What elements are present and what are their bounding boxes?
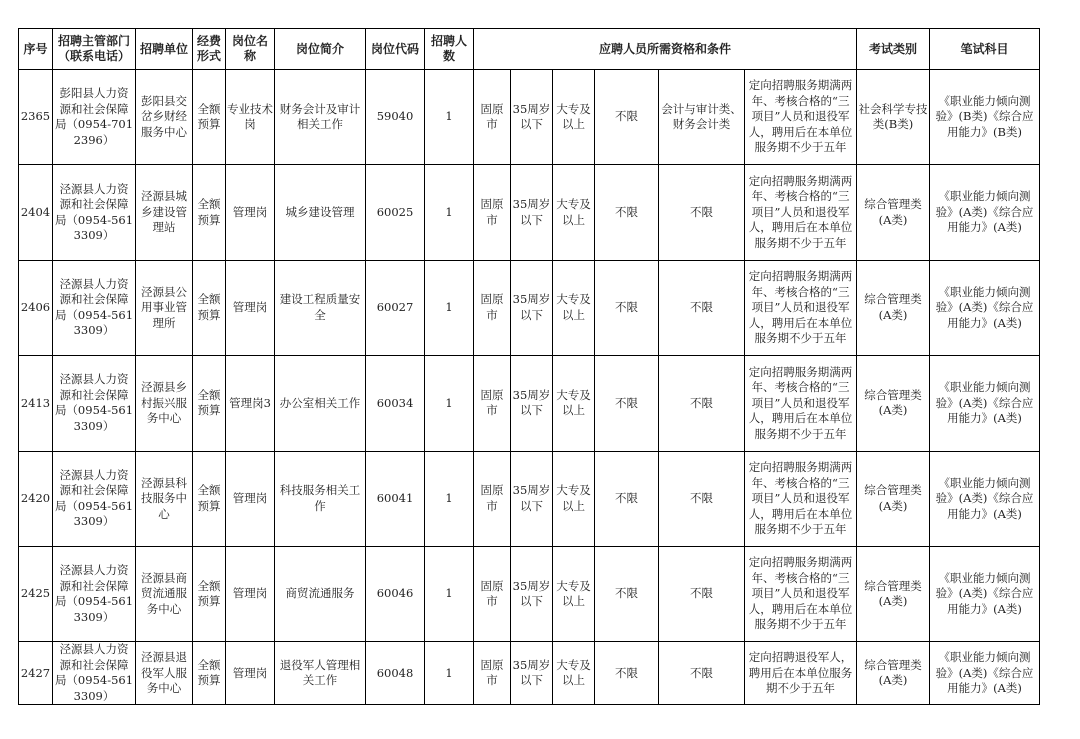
cell-subject: 《职业能力倾向测验》(A类)《综合应用能力》(A类) — [930, 260, 1040, 355]
cell-dept: 泾源县人力资源和社会保障局（0954-5613309） — [53, 356, 136, 451]
cell-intro: 办公室相关工作 — [275, 356, 366, 451]
cell-other-requirements: 定向招聘服务期满两年、考核合格的“三项目”人员和退役军人，聘用后在本单位服务期不少于五年 — [745, 546, 857, 641]
table-body — [19, 70, 1040, 705]
cell-fund: 全额预算 — [193, 546, 226, 641]
cell-unit: 泾源县科技服务中心 — [136, 451, 193, 546]
table-row — [19, 451, 1040, 546]
cell-post: 管理岗 — [226, 642, 275, 705]
cell-education: 大专及以上 — [553, 70, 595, 165]
cell-age: 35周岁以下 — [511, 451, 553, 546]
cell-post: 管理岗 — [226, 546, 275, 641]
cell-intro: 建设工程质量安全 — [275, 260, 366, 355]
cell-fund: 全额预算 — [193, 165, 226, 260]
cell-degree: 不限 — [595, 260, 659, 355]
cell-fund: 全额预算 — [193, 451, 226, 546]
cell-intro: 科技服务相关工作 — [275, 451, 366, 546]
header-subject: 笔试科目 — [930, 29, 1040, 70]
cell-age: 35周岁以下 — [511, 356, 553, 451]
cell-major: 不限 — [659, 451, 745, 546]
cell-exam-type: 综合管理类(A类) — [857, 451, 930, 546]
cell-subject: 《职业能力倾向测验》(A类)《综合应用能力》(A类) — [930, 451, 1040, 546]
cell-area: 固原市 — [474, 70, 511, 165]
cell-seq: 2413 — [19, 356, 53, 451]
cell-unit: 泾源县乡村振兴服务中心 — [136, 356, 193, 451]
cell-num: 1 — [425, 451, 474, 546]
cell-age: 35周岁以下 — [511, 165, 553, 260]
cell-seq: 2365 — [19, 70, 53, 165]
cell-num: 1 — [425, 165, 474, 260]
cell-area: 固原市 — [474, 642, 511, 705]
cell-seq: 2425 — [19, 546, 53, 641]
header-code: 岗位代码 — [366, 29, 425, 70]
cell-major: 会计与审计类、财务会计类 — [659, 70, 745, 165]
cell-degree: 不限 — [595, 356, 659, 451]
cell-post: 管理岗3 — [226, 356, 275, 451]
cell-num: 1 — [425, 356, 474, 451]
cell-major: 不限 — [659, 642, 745, 705]
cell-education: 大专及以上 — [553, 546, 595, 641]
cell-code: 60025 — [366, 165, 425, 260]
cell-area: 固原市 — [474, 451, 511, 546]
cell-intro: 退役军人管理相关工作 — [275, 642, 366, 705]
header-row — [19, 29, 1040, 70]
cell-num: 1 — [425, 546, 474, 641]
cell-education: 大专及以上 — [553, 642, 595, 705]
cell-seq: 2406 — [19, 260, 53, 355]
header-num: 招聘人数 — [425, 29, 474, 70]
cell-education: 大专及以上 — [553, 451, 595, 546]
cell-major: 不限 — [659, 356, 745, 451]
cell-exam-type: 综合管理类(A类) — [857, 165, 930, 260]
cell-code: 60048 — [366, 642, 425, 705]
header-intro: 岗位简介 — [275, 29, 366, 70]
cell-fund: 全额预算 — [193, 70, 226, 165]
cell-fund: 全额预算 — [193, 356, 226, 451]
cell-exam-type: 综合管理类(A类) — [857, 546, 930, 641]
cell-area: 固原市 — [474, 260, 511, 355]
cell-dept: 泾源县人力资源和社会保障局（0954-5613309） — [53, 165, 136, 260]
cell-subject: 《职业能力倾向测验》(A类)《综合应用能力》(A类) — [930, 546, 1040, 641]
cell-dept: 泾源县人力资源和社会保障局（0954-5613309） — [53, 260, 136, 355]
cell-seq: 2427 — [19, 642, 53, 705]
cell-major: 不限 — [659, 260, 745, 355]
cell-code: 60046 — [366, 546, 425, 641]
cell-post: 管理岗 — [226, 260, 275, 355]
cell-area: 固原市 — [474, 546, 511, 641]
header-unit: 招聘单位 — [136, 29, 193, 70]
table-row — [19, 356, 1040, 451]
cell-intro: 商贸流通服务 — [275, 546, 366, 641]
cell-num: 1 — [425, 70, 474, 165]
table-row — [19, 546, 1040, 641]
cell-area: 固原市 — [474, 356, 511, 451]
cell-other-requirements: 定向招聘服务期满两年、考核合格的“三项目”人员和退役军人，聘用后在本单位服务期不少于五年 — [745, 165, 857, 260]
cell-fund: 全额预算 — [193, 642, 226, 705]
cell-subject: 《职业能力倾向测验》(A类)《综合应用能力》(A类) — [930, 356, 1040, 451]
cell-subject: 《职业能力倾向测验》(A类)《综合应用能力》(A类) — [930, 165, 1040, 260]
cell-other-requirements: 定向招聘服务期满两年、考核合格的“三项目”人员和退役军人，聘用后在本单位服务期不少于五年 — [745, 260, 857, 355]
cell-code: 60027 — [366, 260, 425, 355]
cell-age: 35周岁以下 — [511, 546, 553, 641]
cell-unit: 泾源县商贸流通服务中心 — [136, 546, 193, 641]
cell-degree: 不限 — [595, 70, 659, 165]
cell-dept: 泾源县人力资源和社会保障局（0954-5613309） — [53, 546, 136, 641]
cell-age: 35周岁以下 — [511, 642, 553, 705]
cell-education: 大专及以上 — [553, 165, 595, 260]
cell-dept: 泾源县人力资源和社会保障局（0954-5613309） — [53, 642, 136, 705]
cell-intro: 城乡建设管理 — [275, 165, 366, 260]
cell-seq: 2420 — [19, 451, 53, 546]
header-fund: 经费形式 — [193, 29, 226, 70]
table-row — [19, 165, 1040, 260]
table-row — [19, 260, 1040, 355]
cell-code: 60041 — [366, 451, 425, 546]
cell-subject: 《职业能力倾向测验》(A类)《综合应用能力》(A类) — [930, 642, 1040, 705]
cell-fund: 全额预算 — [193, 260, 226, 355]
cell-education: 大专及以上 — [553, 356, 595, 451]
cell-code: 59040 — [366, 70, 425, 165]
cell-post: 专业技术岗 — [226, 70, 275, 165]
header-dept: 招聘主管部门（联系电话） — [53, 29, 136, 70]
table-row — [19, 642, 1040, 705]
cell-major: 不限 — [659, 546, 745, 641]
header-requirements: 应聘人员所需资格和条件 — [474, 29, 857, 70]
cell-seq: 2404 — [19, 165, 53, 260]
cell-exam-type: 综合管理类(A类) — [857, 260, 930, 355]
cell-age: 35周岁以下 — [511, 260, 553, 355]
cell-unit: 泾源县城乡建设管理站 — [136, 165, 193, 260]
cell-intro: 财务会计及审计相关工作 — [275, 70, 366, 165]
cell-unit: 泾源县退役军人服务中心 — [136, 642, 193, 705]
table-row — [19, 70, 1040, 165]
cell-num: 1 — [425, 260, 474, 355]
cell-major: 不限 — [659, 165, 745, 260]
cell-subject: 《职业能力倾向测验》(B类)《综合应用能力》(B类) — [930, 70, 1040, 165]
cell-other-requirements: 定向招聘服务期满两年、考核合格的“三项目”人员和退役军人，聘用后在本单位服务期不少于五年 — [745, 70, 857, 165]
cell-exam-type: 综合管理类(A类) — [857, 642, 930, 705]
cell-area: 固原市 — [474, 165, 511, 260]
cell-code: 60034 — [366, 356, 425, 451]
cell-unit: 彭阳县交岔乡财经服务中心 — [136, 70, 193, 165]
cell-post: 管理岗 — [226, 165, 275, 260]
cell-post: 管理岗 — [226, 451, 275, 546]
cell-dept: 彭阳县人力资源和社会保障局（0954-7012396） — [53, 70, 136, 165]
cell-age: 35周岁以下 — [511, 70, 553, 165]
cell-other-requirements: 定向招聘退役军人，聘用后在本单位服务期不少于五年 — [745, 642, 857, 705]
cell-education: 大专及以上 — [553, 260, 595, 355]
cell-degree: 不限 — [595, 642, 659, 705]
cell-other-requirements: 定向招聘服务期满两年、考核合格的“三项目”人员和退役军人，聘用后在本单位服务期不少于五年 — [745, 451, 857, 546]
cell-other-requirements: 定向招聘服务期满两年、考核合格的“三项目”人员和退役军人，聘用后在本单位服务期不少于五年 — [745, 356, 857, 451]
header-seq: 序号 — [19, 29, 53, 70]
header-exam: 考试类别 — [857, 29, 930, 70]
cell-dept: 泾源县人力资源和社会保障局（0954-5613309） — [53, 451, 136, 546]
cell-degree: 不限 — [595, 165, 659, 260]
cell-degree: 不限 — [595, 451, 659, 546]
cell-unit: 泾源县公用事业管理所 — [136, 260, 193, 355]
header-post: 岗位名称 — [226, 29, 275, 70]
cell-num: 1 — [425, 642, 474, 705]
cell-degree: 不限 — [595, 546, 659, 641]
recruitment-table — [18, 28, 1040, 705]
cell-exam-type: 综合管理类(A类) — [857, 356, 930, 451]
cell-exam-type: 社会科学专技类(B类) — [857, 70, 930, 165]
